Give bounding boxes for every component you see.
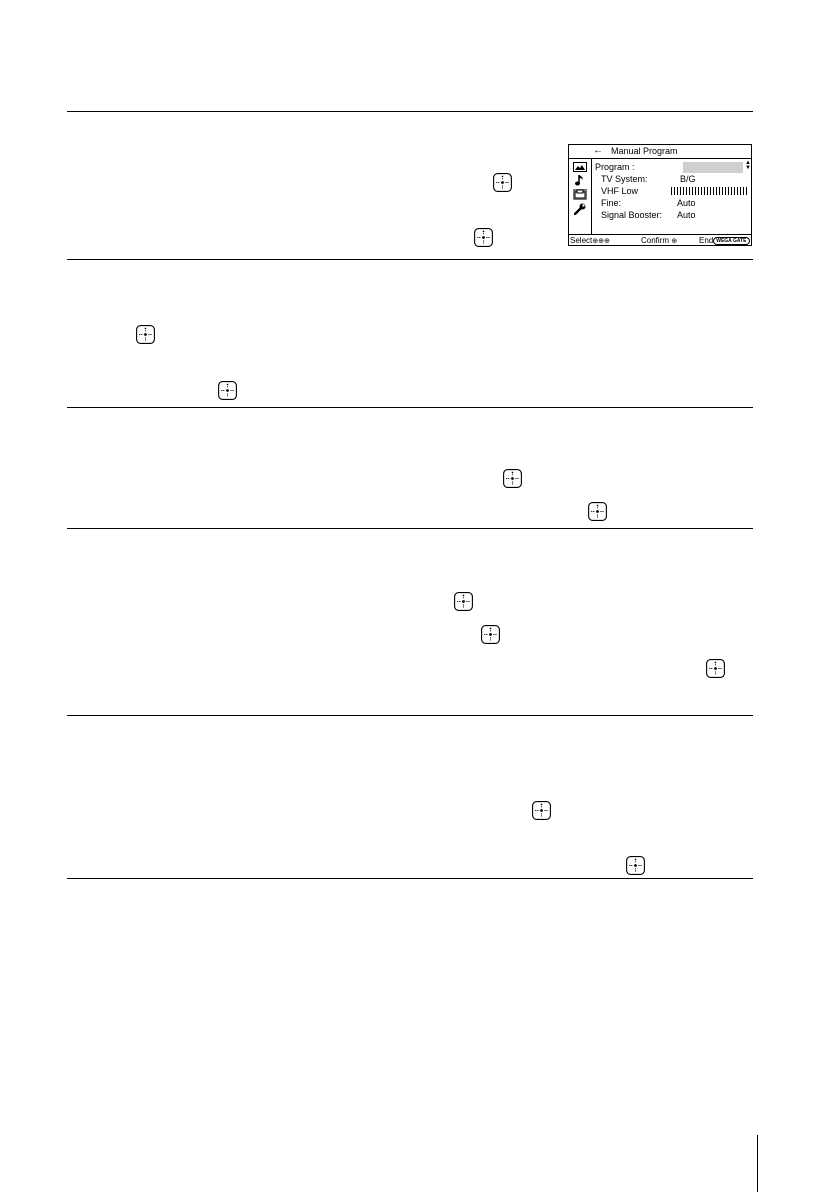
ok-button-icon (218, 381, 237, 400)
divider-2 (67, 259, 753, 260)
ok-button-icon (493, 173, 512, 192)
program-label: Program : (595, 162, 635, 172)
footer-end-label: End (699, 236, 714, 245)
ok-button-icon (136, 325, 155, 344)
picture-icon (573, 161, 587, 172)
divider-3 (67, 407, 753, 408)
footer-confirm (641, 235, 677, 247)
footer-end (699, 235, 750, 246)
divider-1 (67, 111, 753, 112)
menu-footer (569, 234, 751, 246)
fine-value: Auto (677, 198, 696, 208)
band-label: VHF Low (601, 186, 639, 196)
ok-button-icon (474, 228, 493, 247)
channel-setup-icon (573, 189, 587, 200)
menu-sidebar (569, 159, 592, 234)
wrench-icon (573, 203, 587, 214)
divider-5 (67, 715, 753, 716)
band-row (601, 185, 751, 197)
fine-label: Fine: (601, 198, 622, 208)
ok-button-icon (706, 659, 725, 678)
up-down-arrow-icon: ▲ ▼ (745, 160, 751, 171)
tv-system-value: B/G (680, 174, 696, 184)
divider-4 (67, 528, 753, 529)
ok-button-icon (454, 592, 473, 611)
sound-icon (573, 175, 587, 186)
ok-button-icon (626, 856, 645, 875)
ok-button-icon (532, 801, 551, 820)
manual-program-menu (568, 144, 752, 246)
return-arrow-icon: ← (593, 145, 603, 156)
ok-button-icon (503, 469, 522, 488)
divider-6 (67, 878, 753, 879)
footer-select (570, 235, 610, 247)
confirm-icon: ⊕ (671, 238, 678, 245)
page-edge-rule (757, 1135, 758, 1192)
menu-title-bar (569, 145, 751, 159)
tuning-level-bar (671, 187, 749, 195)
signal-booster-value: Auto (677, 210, 696, 220)
program-number-field (683, 162, 743, 173)
menu-title: Manual Program (611, 146, 678, 156)
tv-system-label: TV System: (601, 174, 648, 184)
ok-button-icon (588, 502, 607, 521)
wega-gate-button-icon: WEGA GATE (713, 237, 749, 245)
select-arrows-icon: ⊕⊕⊕ (592, 238, 610, 245)
footer-select-label: Select (570, 236, 593, 245)
ok-button-icon (481, 625, 500, 644)
signal-booster-label: Signal Booster: (601, 210, 663, 220)
footer-confirm-label: Confirm (641, 236, 670, 245)
